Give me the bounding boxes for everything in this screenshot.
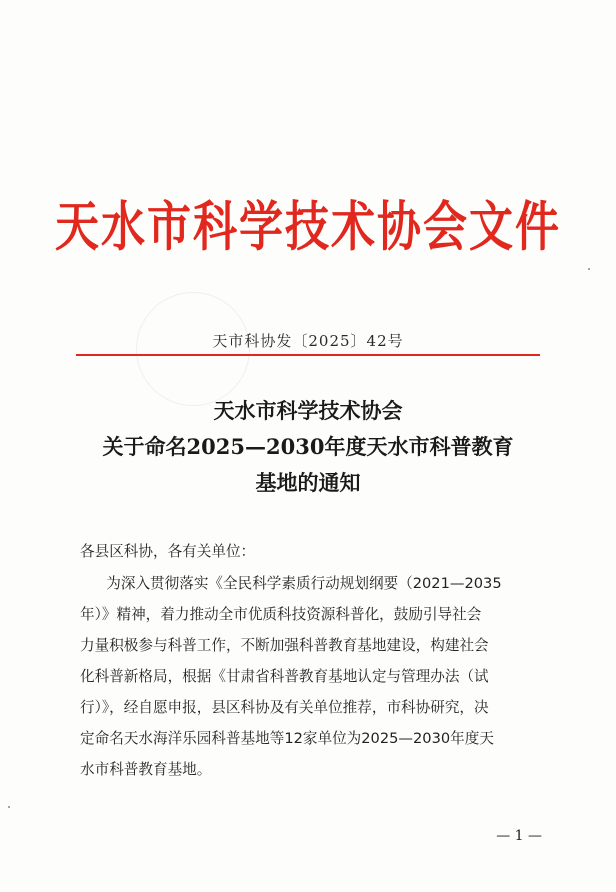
red-divider-line (76, 354, 540, 356)
paragraph-line-3: 力量积极参与科普工作，不断加强科普教育基地建设，构建社会 (80, 637, 489, 654)
scan-speck (8, 806, 10, 808)
page-number: — 1 — (496, 828, 542, 844)
notice-body (80, 540, 546, 785)
notice-title-line-2: 关于命名2025—2030年度天水市科普教育 (102, 434, 514, 459)
paragraph-line-7: 水市科普教育基地。 (80, 761, 212, 778)
letterhead-title: 天水市科学技术协会文件 (55, 196, 561, 259)
paragraph-line-4: 化科普新格局，根据《甘肃省科普教育基地认定与管理办法（试 (80, 668, 489, 685)
paragraph-line-1: 为深入贯彻落实《全民科学素质行动规划纲要（2021—2035 (106, 575, 502, 592)
paragraph-line-2: 年）》精神，着力推动全市优质科技资源科普化，鼓励引导社会 (80, 606, 482, 623)
document-number: 天市科协发〔2025〕42号 (212, 332, 404, 350)
notice-title-line-1: 天水市科学技术协会 (213, 398, 403, 423)
paragraph-line-6: 定命名天水海洋乐园科普基地等12家单位为2025—2030年度天 (80, 730, 494, 747)
notice-title (0, 393, 616, 501)
paragraph-line-5: 行）》，经自愿申报，县区科协及有关单位推荐，市科协研究，决 (80, 699, 489, 716)
notice-title-line-3: 基地的通知 (255, 470, 361, 495)
scan-speck (588, 268, 590, 270)
salutation: 各县区科协，各有关单位： (80, 543, 256, 560)
